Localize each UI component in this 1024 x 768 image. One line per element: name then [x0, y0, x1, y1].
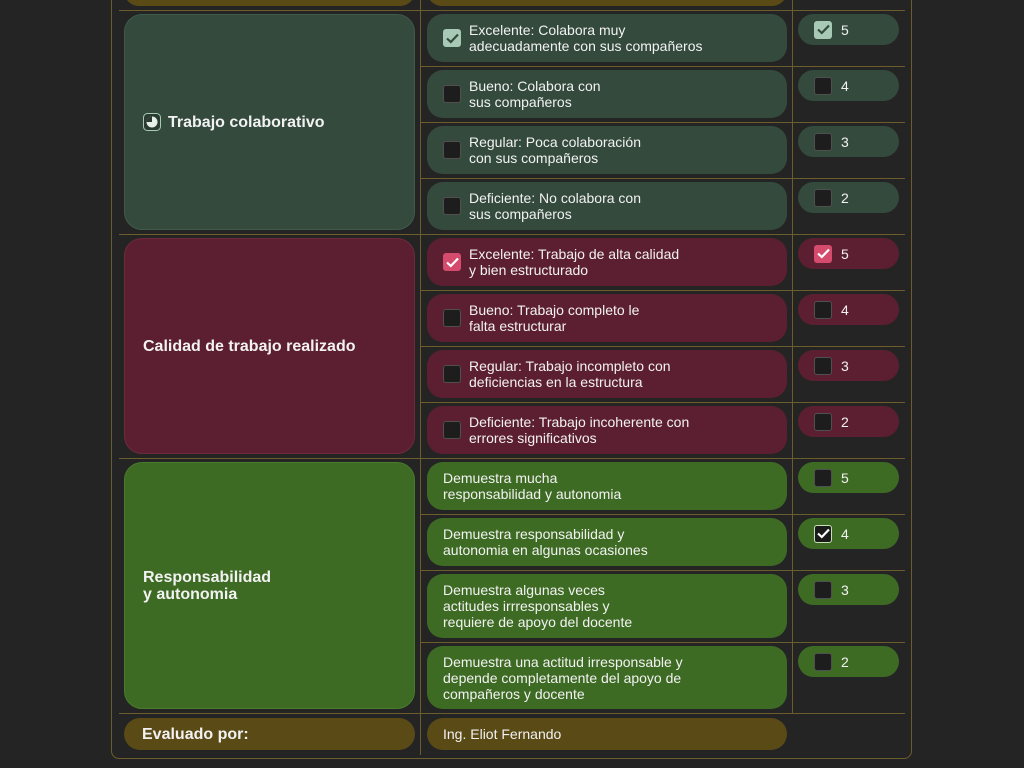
option-row[interactable] — [427, 182, 787, 230]
checkbox[interactable] — [443, 253, 461, 271]
checkbox[interactable] — [814, 525, 832, 543]
row-divider — [421, 66, 905, 67]
score-option[interactable] — [798, 406, 899, 437]
checkbox[interactable] — [443, 309, 461, 327]
checkbox[interactable] — [814, 357, 832, 375]
checkbox[interactable] — [814, 77, 832, 95]
evaluated-by-label: Evaluado por: — [142, 725, 249, 743]
option-row[interactable] — [427, 646, 787, 709]
checkbox[interactable] — [443, 421, 461, 439]
option-description: Demuestra una actitud irresponsable y depende completamente del apoyo de compañeros y docente — [443, 653, 683, 702]
column-divider — [792, 0, 793, 714]
option-row[interactable] — [427, 462, 787, 510]
score-option[interactable] — [798, 350, 899, 381]
evaluator-name: Ing. Eliot Fernando — [443, 726, 562, 742]
option-description: Deficiente: No colabora con sus compañeros — [469, 190, 641, 222]
score-value: 3 — [841, 357, 849, 374]
score-option[interactable] — [798, 574, 899, 605]
score-value: 4 — [841, 525, 849, 542]
option-description: Regular: Trabajo incompleto con deficiencias en la estructura — [469, 358, 671, 390]
previous-criterion-cell — [124, 0, 415, 6]
option-row[interactable] — [427, 294, 787, 342]
criterion-trabajo-colaborativo — [124, 14, 415, 230]
option-description: Demuestra responsabilidad y autonomia en algunas ocasiones — [443, 526, 648, 558]
score-option[interactable] — [798, 294, 899, 325]
score-value: 3 — [841, 133, 849, 150]
option-description: Excelente: Colabora muy adecuadamente con sus compañeros — [469, 22, 703, 54]
option-row[interactable] — [427, 126, 787, 174]
score-option[interactable] — [798, 70, 899, 101]
checkbox[interactable] — [814, 413, 832, 431]
score-option[interactable] — [798, 518, 899, 549]
score-option[interactable] — [798, 238, 899, 269]
row-divider — [421, 570, 905, 571]
checkbox[interactable] — [814, 301, 832, 319]
row-divider — [119, 234, 905, 235]
option-description: Bueno: Colabora con sus compañeros — [469, 78, 601, 110]
checkbox[interactable] — [814, 469, 832, 487]
row-divider — [421, 402, 905, 403]
criterion-calidad-trabajo — [124, 238, 415, 454]
criterion-responsabilidad — [124, 462, 415, 709]
row-divider — [421, 122, 905, 123]
checkbox[interactable] — [814, 581, 832, 599]
criterion-label: Responsabilidad y autonomia — [143, 568, 272, 603]
evaluator-name-field[interactable] — [427, 718, 787, 750]
score-option[interactable] — [798, 646, 899, 677]
checkbox[interactable] — [814, 653, 832, 671]
criterion-label: Calidad de trabajo realizado — [143, 337, 356, 355]
pie-chart-icon — [143, 113, 161, 131]
score-value: 5 — [841, 245, 849, 262]
score-value: 3 — [841, 581, 849, 598]
option-row[interactable] — [427, 14, 787, 62]
score-value: 4 — [841, 301, 849, 318]
score-value: 2 — [841, 189, 849, 206]
row-divider — [421, 642, 905, 643]
row-divider — [421, 346, 905, 347]
row-divider — [421, 178, 905, 179]
row-divider — [421, 290, 905, 291]
option-description: Demuestra algunas veces actitudes irrresponsables y requiere de apoyo del docente — [443, 582, 633, 630]
option-description: Demuestra mucha responsabilidad y autonomia — [443, 470, 622, 502]
score-value: 5 — [841, 469, 849, 486]
checkbox[interactable] — [443, 141, 461, 159]
score-option[interactable] — [798, 126, 899, 157]
option-row[interactable] — [427, 70, 787, 118]
option-row[interactable] — [427, 406, 787, 454]
option-row[interactable] — [427, 518, 787, 566]
score-value: 5 — [841, 21, 849, 38]
score-option[interactable] — [798, 14, 899, 45]
previous-option-cell — [427, 0, 787, 6]
option-description: Deficiente: Trabajo incoherente con errores significativos — [469, 414, 690, 446]
option-description: Excelente: Trabajo de alta calidad y bien estructurado — [469, 246, 680, 278]
row-divider — [119, 458, 905, 459]
checkbox[interactable] — [814, 21, 832, 39]
checkbox[interactable] — [814, 245, 832, 263]
checkbox[interactable] — [443, 197, 461, 215]
option-row[interactable] — [427, 350, 787, 398]
row-divider — [119, 10, 905, 11]
option-description: Regular: Poca colaboración con sus compañeros — [469, 134, 641, 166]
score-option[interactable] — [798, 462, 899, 493]
score-value: 4 — [841, 77, 849, 94]
checkbox[interactable] — [443, 29, 461, 47]
option-row[interactable] — [427, 574, 787, 638]
checkbox[interactable] — [814, 133, 832, 151]
row-divider — [119, 713, 905, 714]
row-divider — [421, 514, 905, 515]
score-value: 2 — [841, 653, 849, 670]
option-description: Bueno: Trabajo completo le falta estructurar — [469, 302, 640, 334]
option-row[interactable] — [427, 238, 787, 286]
score-value: 2 — [841, 413, 849, 430]
checkbox[interactable] — [443, 85, 461, 103]
score-option[interactable] — [798, 182, 899, 213]
checkbox[interactable] — [443, 365, 461, 383]
criterion-label: Trabajo colaborativo — [168, 113, 325, 131]
checkbox[interactable] — [814, 189, 832, 207]
evaluated-by-label-cell — [124, 718, 415, 750]
